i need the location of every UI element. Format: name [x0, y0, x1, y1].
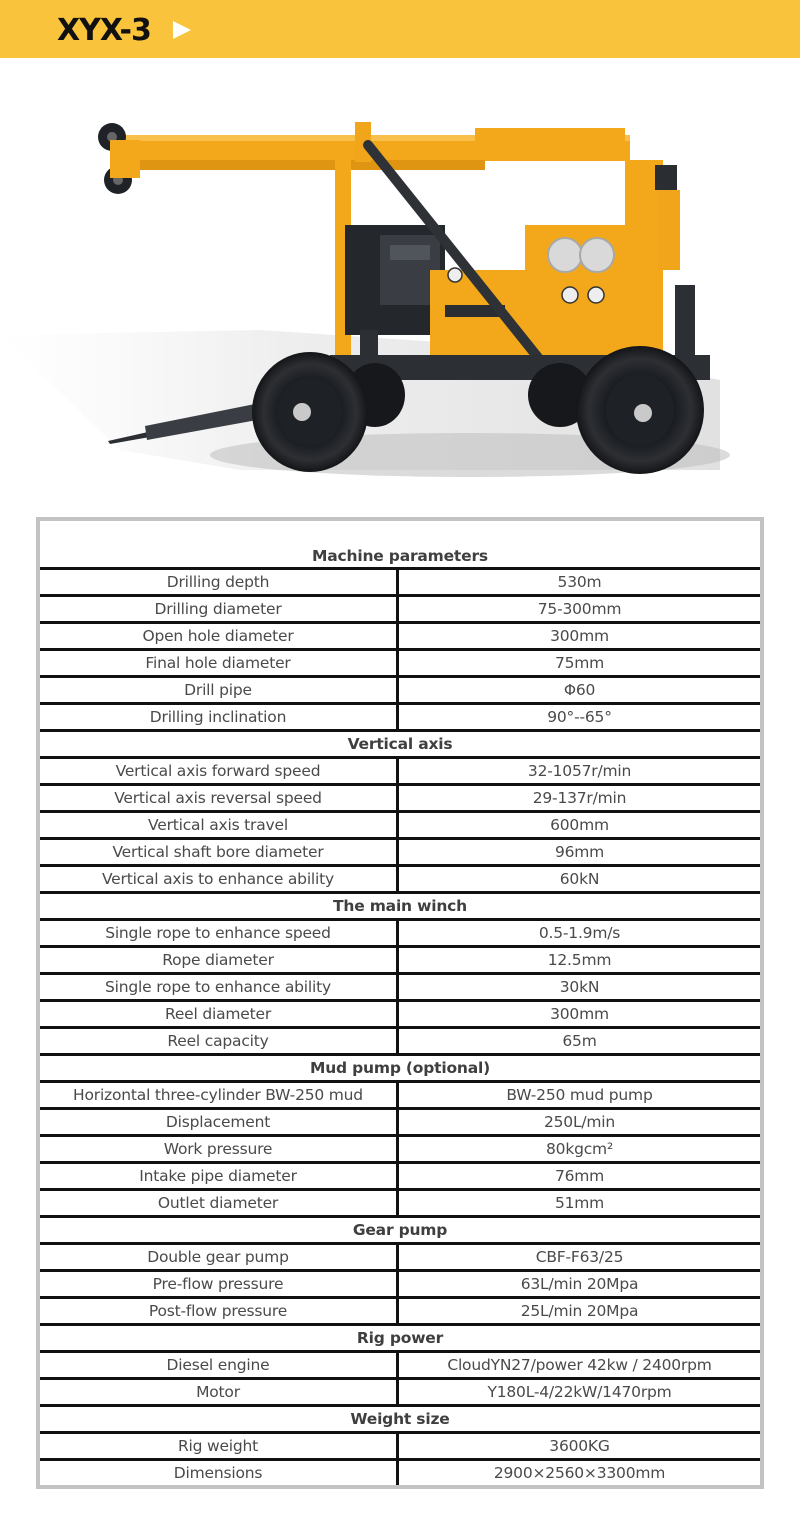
section-title: Machine parameters — [312, 547, 488, 565]
spec-label: Horizontal three-cylinder BW-250 mud — [40, 1083, 399, 1107]
spec-row — [40, 864, 760, 891]
spec-row — [40, 756, 760, 783]
spec-value: 600mm — [550, 816, 609, 834]
spec-value: 530m — [557, 573, 602, 591]
spec-value: 3600KG — [549, 1437, 610, 1455]
section-header-row — [40, 1404, 760, 1431]
section-header-row — [40, 1053, 760, 1080]
spec-value: BW-250 mud pump — [506, 1086, 653, 1104]
spec-label: Rope diameter — [40, 948, 399, 972]
spec-row — [40, 837, 760, 864]
spec-value: 80kgcm² — [546, 1140, 613, 1158]
spec-label: Rig weight — [40, 1434, 399, 1458]
spec-label: Drilling depth — [40, 570, 399, 594]
spec-label: Displacement — [40, 1110, 399, 1134]
spec-row — [40, 945, 760, 972]
section-header-row — [40, 729, 760, 756]
spec-row — [40, 1431, 760, 1458]
spec-value: CloudYN27/power 42kw / 2400rpm — [447, 1356, 712, 1374]
spec-value: 75mm — [554, 654, 605, 672]
spec-value: 51mm — [554, 1194, 605, 1212]
spec-value: 0.5-1.9m/s — [538, 924, 621, 942]
spec-label: Outlet diameter — [40, 1191, 399, 1215]
spec-row — [40, 567, 760, 594]
spec-value: 32-1057r/min — [527, 762, 632, 780]
product-photo — [0, 70, 800, 500]
spec-row — [40, 1080, 760, 1107]
spec-row — [40, 972, 760, 999]
spec-value: 60kN — [559, 870, 600, 888]
spec-label: Vertical axis travel — [40, 813, 399, 837]
section-title: Rig power — [356, 1329, 444, 1347]
spec-value: 65m — [562, 1032, 597, 1050]
model-title: XYX-3 — [57, 13, 151, 48]
spec-row — [40, 810, 760, 837]
section-header-row — [40, 1215, 760, 1242]
header-bar — [0, 0, 800, 58]
spec-label: Drilling diameter — [40, 597, 399, 621]
spec-row — [40, 1377, 760, 1404]
spec-label: Vertical axis forward speed — [40, 759, 399, 783]
spec-value: 2900×2560×3300mm — [493, 1464, 666, 1482]
section-title: Mud pump (optional) — [309, 1059, 490, 1077]
section-title: The main winch — [333, 897, 467, 915]
spec-row — [40, 1107, 760, 1134]
spec-label: Reel diameter — [40, 1002, 399, 1026]
spec-row — [40, 594, 760, 621]
spec-value: 96mm — [554, 843, 605, 861]
spec-label: Drill pipe — [40, 678, 399, 702]
section-title: Weight size — [350, 1410, 450, 1428]
section-header-row — [40, 1323, 760, 1350]
section-header-row — [40, 891, 760, 918]
spec-row — [40, 1026, 760, 1053]
spec-value: 76mm — [554, 1167, 605, 1185]
spec-row — [40, 648, 760, 675]
spec-value: 63L/min 20Mpa — [520, 1275, 639, 1293]
spec-label: Motor — [40, 1380, 399, 1404]
spec-row — [40, 621, 760, 648]
play-triangle-icon — [173, 21, 191, 39]
spec-label: Work pressure — [40, 1137, 399, 1161]
section-header-row — [40, 521, 760, 567]
spec-label: Drilling inclination — [40, 705, 399, 729]
spec-row — [40, 1350, 760, 1377]
spec-label: Vertical axis reversal speed — [40, 786, 399, 810]
spec-row — [40, 1296, 760, 1323]
spec-row — [40, 702, 760, 729]
mast-boom — [98, 122, 630, 194]
spec-label: Vertical axis to enhance ability — [40, 867, 399, 891]
spec-value: 30kN — [559, 978, 600, 996]
spec-value: 75-300mm — [537, 600, 622, 618]
spec-row — [40, 999, 760, 1026]
spec-label: Double gear pump — [40, 1245, 399, 1269]
spec-label: Dimensions — [40, 1461, 399, 1485]
spec-row — [40, 1458, 760, 1485]
spec-table — [36, 517, 764, 1489]
spec-row — [40, 1188, 760, 1215]
spec-value: 250L/min — [543, 1113, 616, 1131]
spec-row — [40, 1269, 760, 1296]
spec-row — [40, 1161, 760, 1188]
spec-label: Single rope to enhance ability — [40, 975, 399, 999]
spec-label: Open hole diameter — [40, 624, 399, 648]
spec-label: Diesel engine — [40, 1353, 399, 1377]
spec-value: 25L/min 20Mpa — [520, 1302, 639, 1320]
spec-row — [40, 675, 760, 702]
spec-value: 300mm — [550, 627, 609, 645]
spec-value: 12.5mm — [547, 951, 612, 969]
spec-row — [40, 1134, 760, 1161]
spec-label: Single rope to enhance speed — [40, 921, 399, 945]
spec-row — [40, 918, 760, 945]
spec-value: CBF-F63/25 — [535, 1248, 624, 1266]
spec-value: 300mm — [550, 1005, 609, 1023]
spec-row — [40, 783, 760, 810]
spec-value: 29-137r/min — [532, 789, 627, 807]
spec-label: Post-flow pressure — [40, 1299, 399, 1323]
section-title: Gear pump — [352, 1221, 448, 1239]
spec-value: Y180L-4/22kW/1470rpm — [487, 1383, 672, 1401]
spec-row — [40, 1242, 760, 1269]
spec-label: Reel capacity — [40, 1029, 399, 1053]
spec-label: Pre-flow pressure — [40, 1272, 399, 1296]
spec-value: Φ60 — [563, 681, 596, 699]
spec-value: 90°--65° — [547, 708, 612, 726]
spec-label: Final hole diameter — [40, 651, 399, 675]
section-title: Vertical axis — [347, 735, 453, 753]
spec-label: Intake pipe diameter — [40, 1164, 399, 1188]
spec-label: Vertical shaft bore diameter — [40, 840, 399, 864]
